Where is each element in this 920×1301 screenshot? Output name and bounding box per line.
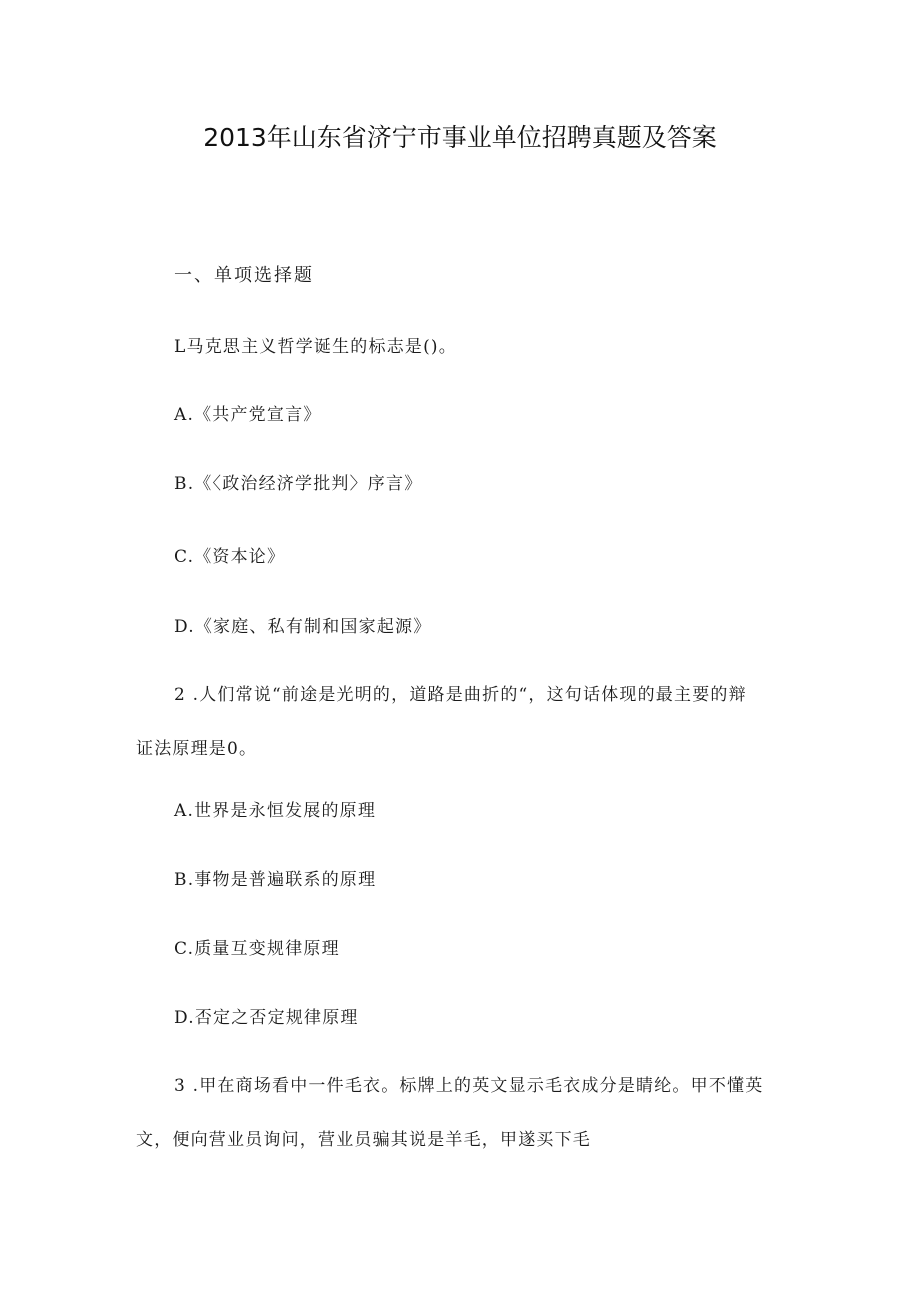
question-3-stem-line2: 文，便向营业员询问，营业员骗其说是羊毛，甲遂买下毛 (136, 1130, 591, 1150)
document-title: 2013年山东省济宁市事业单位招聘真题及答案 (203, 123, 717, 152)
question-1-stem: L马克思主义哲学诞生的标志是()。 (174, 337, 457, 357)
question-2-stem-line2: 证法原理是0。 (136, 739, 258, 759)
question-3-stem-line1: 3 .甲在商场看中一件毛衣。标牌上的英文显示毛衣成分是睛纶。甲不懂英 (174, 1076, 764, 1096)
section-heading: 一、单项选择题 (174, 265, 314, 286)
question-2-option-a: A.世界是永恒发展的原理 (174, 801, 377, 821)
question-2-stem-line1: 2 .人们常说“前途是光明的，道路是曲折的“，这句话体现的最主要的辩 (174, 685, 747, 705)
question-1-option-b: B.《〈政治经济学批判〉序言》 (174, 474, 423, 494)
question-3-stem (136, 1072, 786, 1154)
question-2-option-c: C.质量互变规律原理 (174, 939, 340, 959)
question-2-option-d: D.否定之否定规律原理 (174, 1008, 359, 1028)
question-1-option-d: D.《家庭、私有制和国家起源》 (174, 617, 432, 637)
question-1-option-a: A.《共产党宣言》 (174, 405, 322, 425)
question-2-option-b: B.事物是普遍联系的原理 (174, 870, 377, 890)
question-2-stem (136, 681, 786, 763)
question-1-option-c: C.《资本论》 (174, 547, 286, 567)
